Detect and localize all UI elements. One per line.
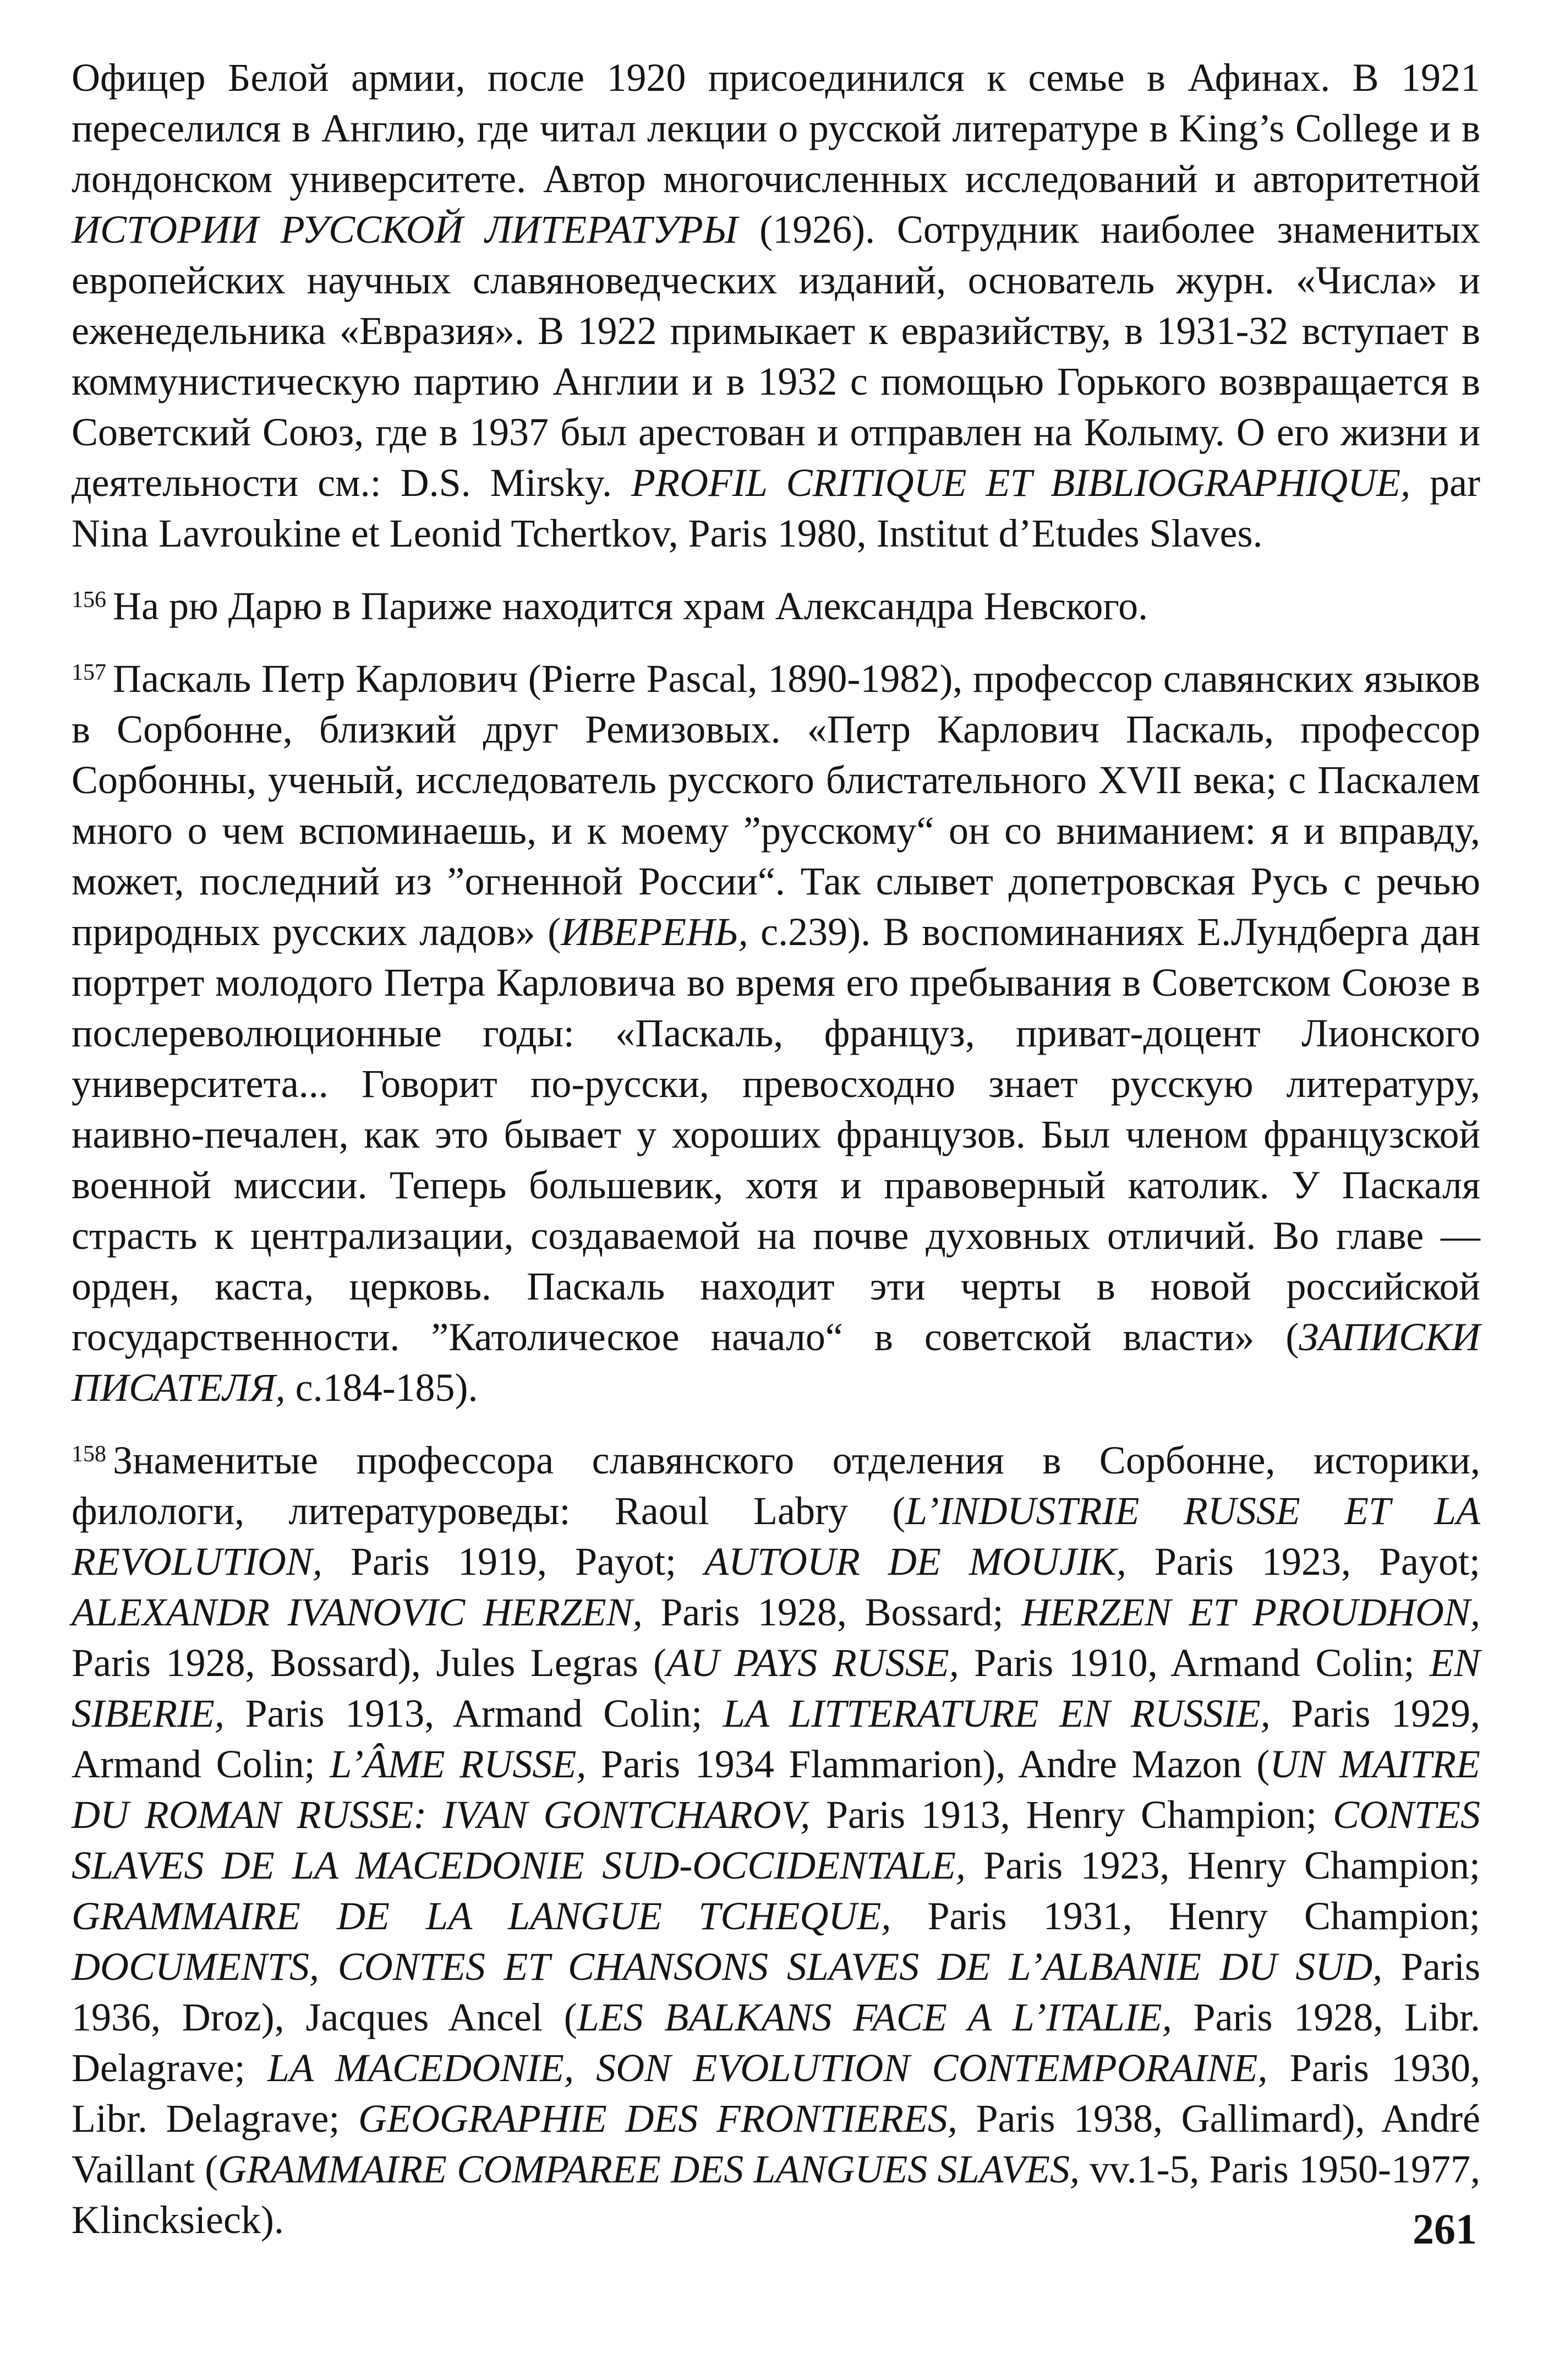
text-segment: Paris 1938, Gallimard), André Vaillant ( bbox=[72, 2097, 1481, 2191]
text-segment: vv.1-5, Paris 1950-1977, Klincksieck). bbox=[72, 2147, 1481, 2242]
text-segment: Paris 1928, Libr. Delagrave; bbox=[72, 1995, 1481, 2090]
italic-title: UN MAITRE DU ROMAN RUSSE: IVAN GONTCHAROV, bbox=[72, 1742, 1481, 1837]
text-segment: Paris 1913, Henry Champion; bbox=[810, 1793, 1333, 1837]
italic-title: CONTES SLAVES DE LA MACEDONIE SUD-OCCIDENTALE, bbox=[72, 1793, 1481, 1887]
italic-title: L’INDUSTRIE RUSSE ET LA REVOLUTION, bbox=[72, 1489, 1480, 1584]
text-segment: Paris 1931, Henry Champion; bbox=[891, 1894, 1481, 1938]
italic-title: L’ÂME RUSSE, bbox=[330, 1742, 587, 1786]
italic-title: GRAMMAIRE DE LA LANGUE TCHEQUE, bbox=[72, 1894, 891, 1938]
italic-title: DOCUMENTS, CONTES ET CHANSONS SLAVES DE L’ALBANIE DU SUD, bbox=[72, 1945, 1383, 1989]
italic-title: LA LITTERATURE EN RUSSIE, bbox=[723, 1691, 1271, 1735]
page-number: 261 bbox=[1413, 2205, 1477, 2253]
footnote-number: 158 bbox=[72, 1442, 106, 1467]
italic-title: AUTOUR DE MOUJIK, bbox=[704, 1540, 1126, 1584]
text-segment: Paris 1936, Droz), Jacques Ancel ( bbox=[72, 1945, 1480, 2039]
footnote-156 bbox=[72, 581, 1480, 631]
footnote-158 bbox=[72, 1435, 1480, 2245]
text-segment: Paris 1928, Bossard; bbox=[642, 1590, 1022, 1634]
italic-title: ИВЕРЕНЬ, bbox=[561, 910, 748, 954]
italic-title: PROFIL CRITIQUE ET BIBLIOGRAPHIQUE, bbox=[631, 461, 1411, 505]
text-segment: с.184-185). bbox=[285, 1366, 478, 1410]
text-segment: Paris 1928, Bossard), Jules Legras ( bbox=[72, 1641, 667, 1685]
italic-title: ALEXANDR IVANOVIC HERZEN, bbox=[72, 1590, 643, 1634]
footnote-number: 157 bbox=[72, 660, 106, 685]
text-segment: Paris 1913, Armand Colin; bbox=[224, 1691, 723, 1735]
footnote-157 bbox=[72, 653, 1480, 1413]
italic-title: AU PAYS RUSSE, bbox=[666, 1641, 959, 1685]
italic-title: GEOGRAPHIE DES FRONTIERES, bbox=[358, 2097, 957, 2141]
text-segment: Paris 1930, Libr. Delagrave; bbox=[72, 2046, 1481, 2141]
text-segment: (1926). Сотрудник наиболее знаменитых европейских научных славяноведческих изданий, основатель журн. «Числа» и еженедельника «Евразия». В 1922 примыкает к евразийству, в 1931-32 вступает в коммунистическую партию Англии и в 1932 с помощью Горького возвращается в Советский Союз, где в 1937 был арестован и отправлен на Колыму. О его жизни и деятельности см.: D.S. Mirsky. bbox=[72, 208, 1480, 505]
text-segment: Знаменитые профессора славянского отделения в Сорбонне, историки, филологи, литературоведы: Raoul Labry ( bbox=[72, 1438, 1480, 1533]
text-segment: Paris 1934 Flammarion), Andre Mazon ( bbox=[586, 1742, 1270, 1786]
text-segment: Paris 1929, Armand Colin; bbox=[72, 1691, 1480, 1786]
text-segment: Paris 1923, Henry Champion; bbox=[965, 1843, 1480, 1887]
footnote-number: 156 bbox=[72, 587, 106, 613]
italic-title: ИСТОРИИ РУССКОЙ ЛИТЕРАТУРЫ bbox=[72, 208, 738, 252]
footnotes-body bbox=[72, 52, 1480, 2267]
italic-title: EN SIBERIE, bbox=[72, 1641, 1481, 1735]
text-segment: par Nina Lavroukine et Leonid Tchertkov, Paris 1980, Institut d’Etudes Slaves. bbox=[72, 461, 1481, 555]
italic-title: ЗАПИСКИ ПИСАТЕЛЯ, bbox=[72, 1315, 1480, 1410]
text-segment: Paris 1919, Payot; bbox=[322, 1540, 705, 1584]
italic-title: HERZEN ET PROUDHON, bbox=[1021, 1590, 1480, 1634]
text-segment: с.239). В воспоминаниях Е.Лундберга дан портрет молодого Петра Карловича во время его пребывания в Советском Союзе в послереволюционные годы: «Паскаль, француз, приват-доцент Лионского университета... Говорит по-русски, превосходно знает русскую литературу, наивно-печален, как это бывает у хороших французов. Был членом французской военной миссии. Теперь большевик, хотя и правоверный католик. У Паскаля страсть к централизации, создаваемой на почве духовных отличий. Во главе — орден, каста, церковь. Паскаль находит эти черты в новой российской государственности. ”Католическое начало“ в советской власти» ( bbox=[72, 910, 1480, 1359]
text-segment: На рю Дарю в Париже находится храм Александра Невского. bbox=[113, 584, 1148, 628]
italic-title: LA MACEDONIE, SON EVOLUTION CONTEMPORAINE, bbox=[267, 2046, 1268, 2090]
text-segment: Офицер Белой армии, после 1920 присоединился к семье в Афинах. В 1921 переселился в Англию, где читал лекции о русской литературе в King’s College и в лондонском университете. Автор многочисленных исследований и авторитетной bbox=[72, 56, 1480, 201]
footnote-continuation bbox=[72, 52, 1480, 559]
italic-title: GRAMMAIRE COMPAREE DES LANGUES SLAVES, bbox=[218, 2147, 1080, 2191]
italic-title: LES BALKANS FACE A L’ITALIE, bbox=[577, 1995, 1172, 2039]
text-segment: Paris 1910, Armand Colin; bbox=[959, 1641, 1430, 1685]
text-segment: Паскаль Петр Карлович (Pierre Pascal, 1890-1982), профессор славянских языков в Сорбонне, близкий друг Ремизовых. «Петр Карлович Паскаль, профессор Сорбонны, ученый, исследователь русского блистательного XVII века; с Паскалем много о чем вспоминаешь, и к моему ”русскому“ он со вниманием: я и вправду, может, последний из ”огненной России“. Так слывет допетровская Русь с речью природных русских ладов» ( bbox=[72, 657, 1480, 954]
text-segment: Paris 1923, Payot; bbox=[1126, 1540, 1481, 1584]
